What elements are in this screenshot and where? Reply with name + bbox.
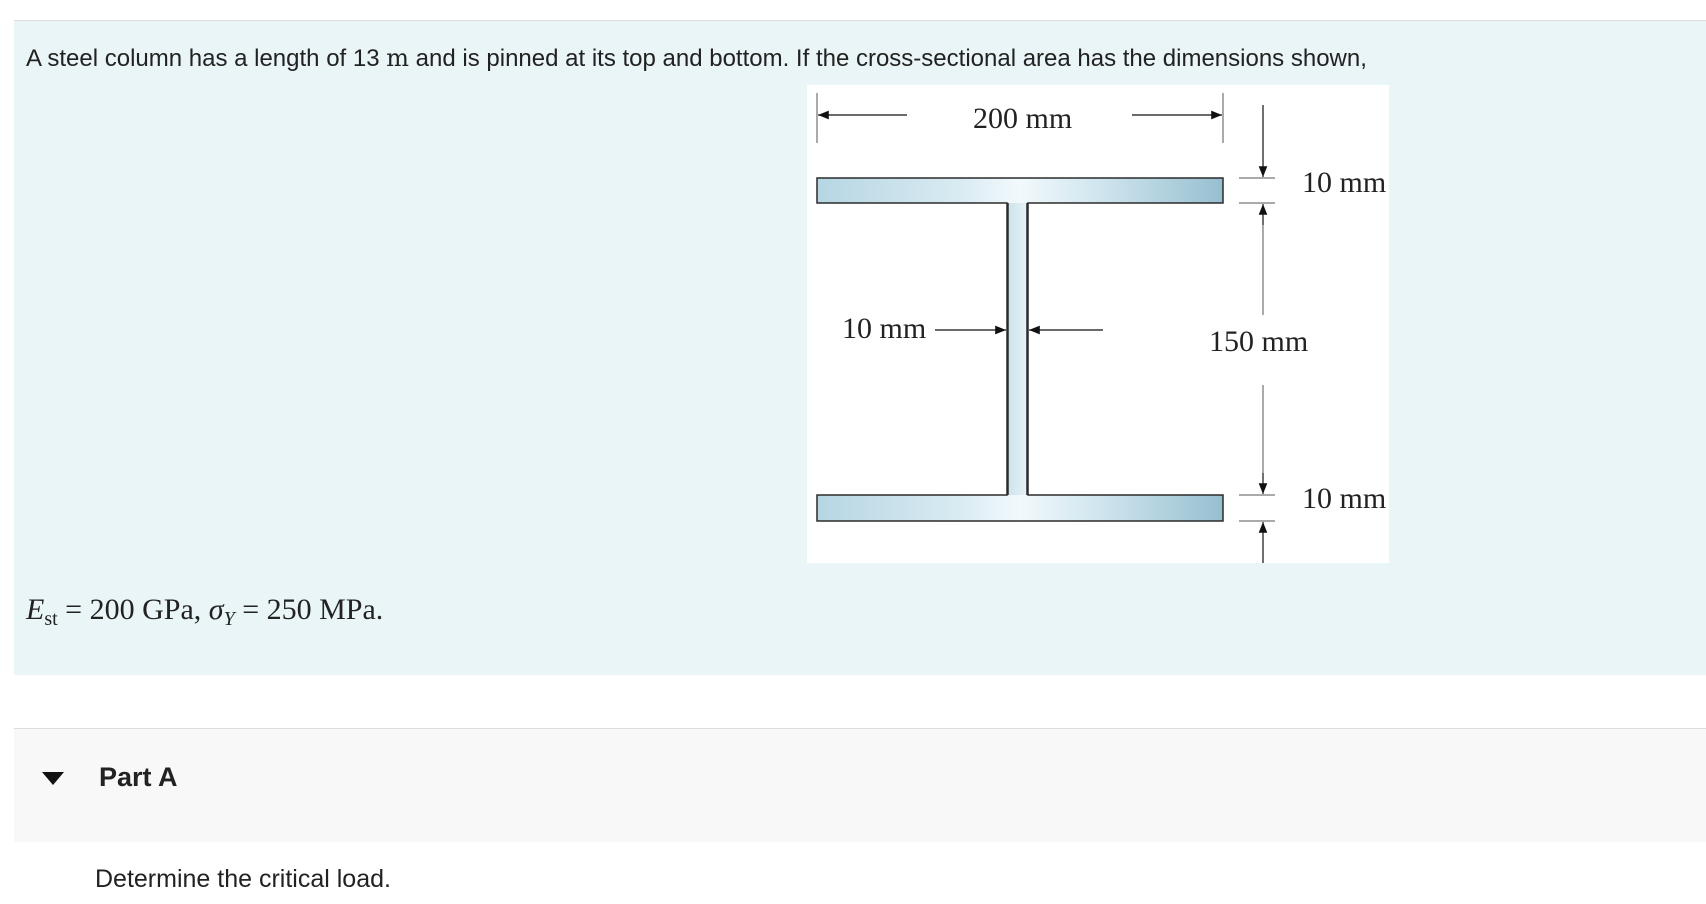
material-properties <box>26 593 383 631</box>
part-a-header[interactable] <box>14 729 1706 842</box>
flange-width-label: 200 mm <box>973 102 1073 135</box>
part-a-question: Determine the critical load. <box>95 865 391 893</box>
web <box>1008 203 1027 495</box>
statement-text-before: A steel column has a length of <box>26 45 353 72</box>
i-beam-diagram <box>807 85 1389 563</box>
statement-text-after: and is pinned at its top and bottom. If the cross-sectional area has the dimensions shown, <box>409 45 1367 72</box>
yield-stress-subscript: Y <box>223 608 235 630</box>
length-unit: m <box>386 44 410 72</box>
web-height-label: 150 mm <box>1209 325 1309 358</box>
collapse-triangle-icon[interactable] <box>42 772 64 785</box>
problem-statement <box>26 44 1367 73</box>
modulus-subscript: st <box>44 608 58 630</box>
modulus-value: = 200 GPa, <box>57 593 209 626</box>
yield-stress-symbol: σ <box>208 593 224 626</box>
top-flange-thickness-label: 10 mm <box>1302 166 1387 199</box>
length-value: 13 <box>352 45 380 72</box>
part-a-title[interactable]: Part A <box>99 762 178 792</box>
modulus-symbol: E <box>26 593 45 626</box>
bottom-flange-thickness-label: 10 mm <box>1302 482 1387 515</box>
cross-section-figure <box>807 85 1389 563</box>
yield-stress-value: = 250 MPa. <box>234 593 384 626</box>
web-thickness-label: 10 mm <box>842 312 927 345</box>
